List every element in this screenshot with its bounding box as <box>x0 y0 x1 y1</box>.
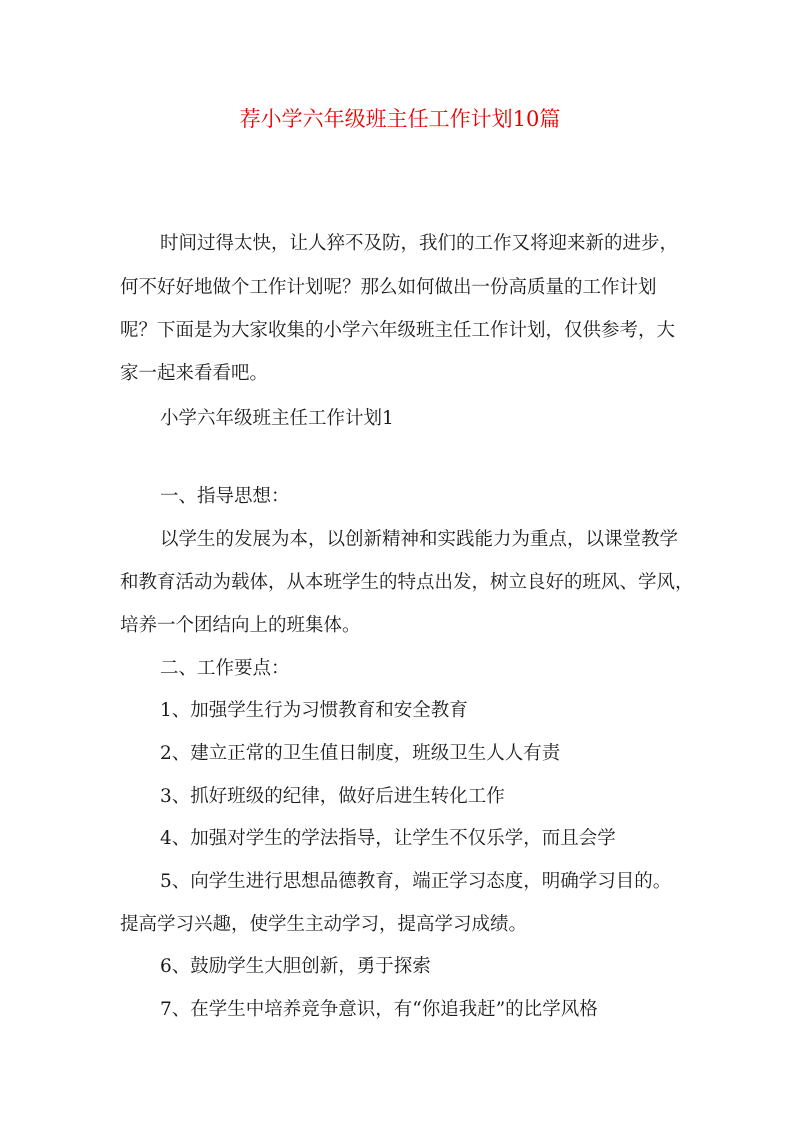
document-title: 荐小学六年级班主任工作计划10篇 <box>239 107 561 131</box>
point-item-5-continued: 提高学习兴趣，使学生主动学习，提高学习成绩。 <box>120 914 528 935</box>
point-item-5: 5、向学生进行思想品德教育，端正学习态度，明确学习目的。 <box>160 871 672 892</box>
point-item-1: 1、加强学生行为习惯教育和安全教育 <box>160 700 468 721</box>
guiding-line-1: 以学生的发展为本，以创新精神和实践能力为重点，以课堂教学 <box>160 529 679 550</box>
guiding-heading: 一、指导思想： <box>160 486 290 507</box>
guiding-line-2: 和教育活动为载体，从本班学生的特点出发，树立良好的班风、学风， <box>120 572 694 593</box>
point-item-3: 3、抓好班级的纪律，做好后进生转化工作 <box>160 786 505 807</box>
point-item-4: 4、加强对学生的学法指导，让学生不仅乐学，而且会学 <box>160 828 616 849</box>
points-heading: 二、工作要点： <box>160 658 290 679</box>
intro-line-1: 时间过得太快，让人猝不及防，我们的工作又将迎来新的进步， <box>160 233 679 254</box>
intro-line-2: 何不好好地做个工作计划呢？那么如何做出一份高质量的工作计划 <box>120 277 657 298</box>
point-item-7: 7、在学生中培养竞争意识，有“你追我赶”的比学风格 <box>160 999 598 1020</box>
section-heading: 小学六年级班主任工作计划1 <box>160 408 394 429</box>
guiding-line-3: 培养一个团结向上的班集体。 <box>120 615 361 636</box>
point-item-6: 6、鼓励学生大胆创新，勇于探索 <box>160 956 431 977</box>
intro-line-3: 呢？下面是为大家收集的小学六年级班主任工作计划，仅供参考，大 <box>120 320 676 341</box>
point-item-2: 2、建立正常的卫生值日制度，班级卫生人人有责 <box>160 743 561 764</box>
intro-line-4: 家一起来看看吧。 <box>120 363 269 384</box>
